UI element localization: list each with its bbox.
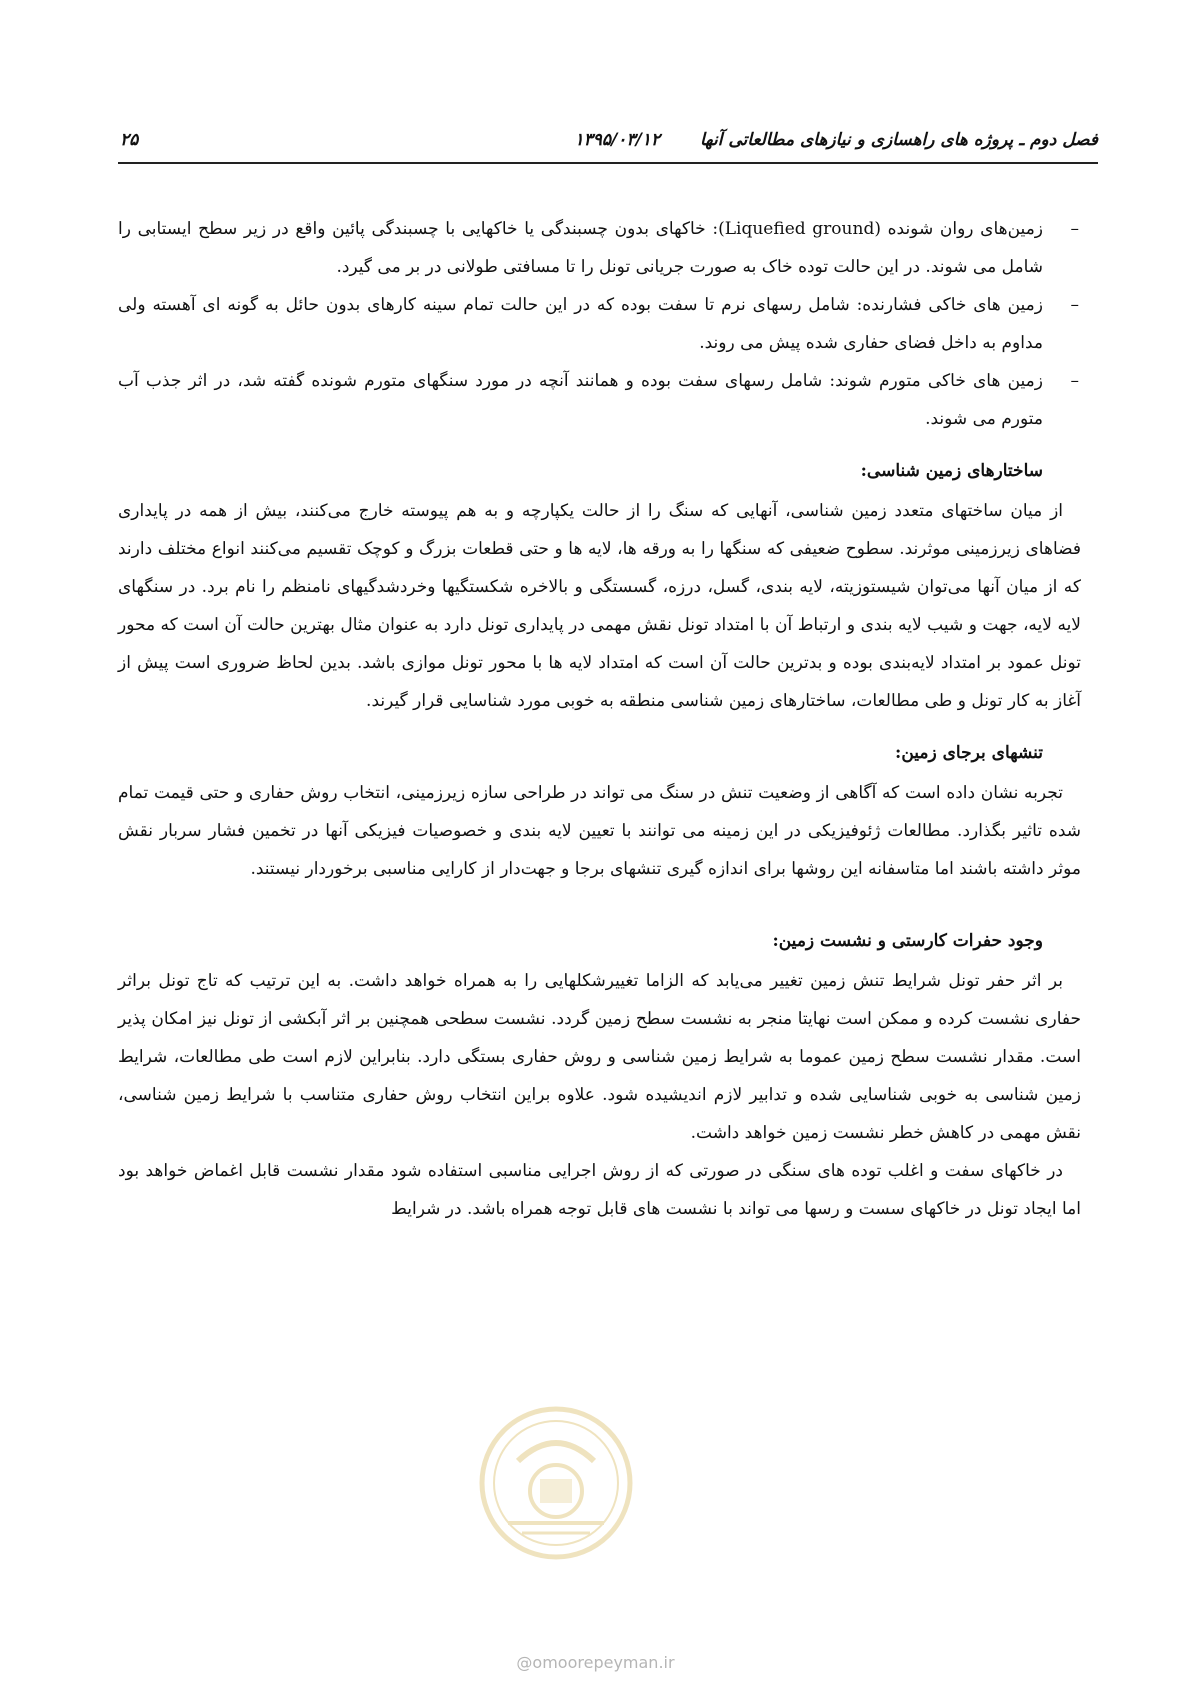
section-heading-stress: تنشهای برجای زمین: — [895, 743, 1043, 763]
list-item — [118, 210, 1081, 286]
page-number: ۲۵ — [120, 130, 139, 150]
bullet-dash: – — [1070, 371, 1079, 391]
page-header — [118, 128, 1098, 164]
geology-paragraph: از میان ساختهای متعدد زمین شناسی، آنهایی که سنگ را از حالت یکپارچه و به هم پیوسته خارج می‌کنند، بیش از همه در پایداری فضاهای زیرزمینی موثرند. سطوح ضعیفی که سنگها را به ورقه ها، لایه ها و حتی قطعات بزرگ و کوچک تقسیم می‌کنند انواع مختلف دارند که از میان آنها می‌توان شیستوزیته، لایه بندی، گسل، درزه، گسستگی و بالاخره شکستگیها وخردشدگیهای نامنظم را نام برد. در سنگهای لایه لایه، جهت و شیب لایه بندی و ارتباط آن با امتداد تونل نقش مهمی در پایداری تونل دارد به عنوان مثال بهترین حالت آن است که محور تونل عمود بر امتداد لایه‌بندی بوده و بدترین حالت آن است که امتداد لایه ها با محور تونل موازی باشد. بدین لحاظ ضروری است پیش از آغاز به کار تونل و طی مطالعات، ساختارهای زمین شناسی منطقه به خوبی مورد شناسایی قرار گیرند. — [118, 501, 1081, 711]
header-date: ۱۳۹۵/۰۳/۱۲ — [574, 130, 660, 150]
soil-types-list — [118, 210, 1081, 438]
section-heading-karst: وجود حفرات کارستی و نشست زمین: — [772, 931, 1043, 951]
bullet-dash: – — [1070, 295, 1079, 315]
karst-paragraph-1: بر اثر حفر تونل شرایط تنش زمین تغییر می‌یابد که الزاما تغییرشکلهایی را به همراه خواهد داشت. به این ترتیب که تاج تونل براثر حفاری نشست کرده و ممکن است نهایتا منجر به نشست سطح زمین گردد. نشست سطحی همچنین بر اثر آبکشی از تونل نیز امکان پذیر است. مقدار نشست سطح زمین عموما به شرایط زمین شناسی و روش حفاری بستگی دارد. بنابراین لازم است طی مطالعات، شرایط زمین شناسی به خوبی شناسایی شده و تدابیر لازم اندیشیده شود. علاوه براین انتخاب روش حفاری متناسب با شرایط زمین شناسی، نقش مهمی در کاهش خطر نشست زمین خواهد داشت. — [118, 971, 1081, 1143]
page-body — [118, 210, 1081, 1228]
chapter-title: فصل دوم ـ پروژه های راهسازی و نیازهای مطالعاتی آنها — [699, 130, 1098, 150]
list-item-text: زمین های خاکی متورم شوند: شامل رسهای سفت بوده و همانند آنچه در مورد سنگهای متورم شونده گفته شد، در اثر جذب آب متورم می شوند. — [118, 371, 1043, 429]
watermark-site: @omoorepeyman.ir — [516, 1653, 675, 1672]
list-item — [118, 286, 1081, 362]
list-item-text: زمین های خاکی فشارنده: شامل رسهای نرم تا سفت بوده که در این حالت تمام سینه کارهای بدون حائل به گونه ای آهسته ولی مداوم به داخل فضای حفاری شده پیش می روند. — [118, 295, 1043, 353]
bullet-dash: – — [1070, 219, 1079, 239]
stress-paragraph: تجربه نشان داده است که آگاهی از وضعیت تنش در سنگ می تواند در طراحی سازه زیرزمینی، انتخاب روش حفاری و حتی قیمت تمام شده تاثیر بگذارد. مطالعات ژئوفیزیکی در این زمینه می توانند با تعیین لایه بندی و خصوصیات فیزیکی آنها در تخمین فشار سربار نقش موثر داشته باشند اما متاسفانه این روشها برای اندازه گیری تنشهای برجا و جهت‌دار از کارایی مناسبی برخوردار نیستند. — [118, 783, 1081, 879]
section-heading-geology: ساختارهای زمین شناسی: — [860, 461, 1043, 481]
list-item-text: زمین‌های روان شونده (Liquefied ground): خاکهای بدون چسبندگی یا خاکهایی با چسبندگی پائین واقع در زیر سطح ایستابی را شامل می شوند. در این حالت توده خاک به صورت جریانی تونل را تا مسافتی طولانی در بر می گیرد. — [118, 219, 1044, 277]
seal-logo-icon — [478, 1405, 634, 1561]
list-item — [118, 362, 1081, 438]
karst-paragraph-2: در خاکهای سفت و اغلب توده های سنگی در صورتی که از روش اجرایی مناسبی استفاده شود مقدار نشست قابل اغماض خواهد بود اما ایجاد تونل در خاکهای سست و رسها می تواند با نشست های قابل توجه همراه باشد. در شرایط — [118, 1161, 1081, 1219]
